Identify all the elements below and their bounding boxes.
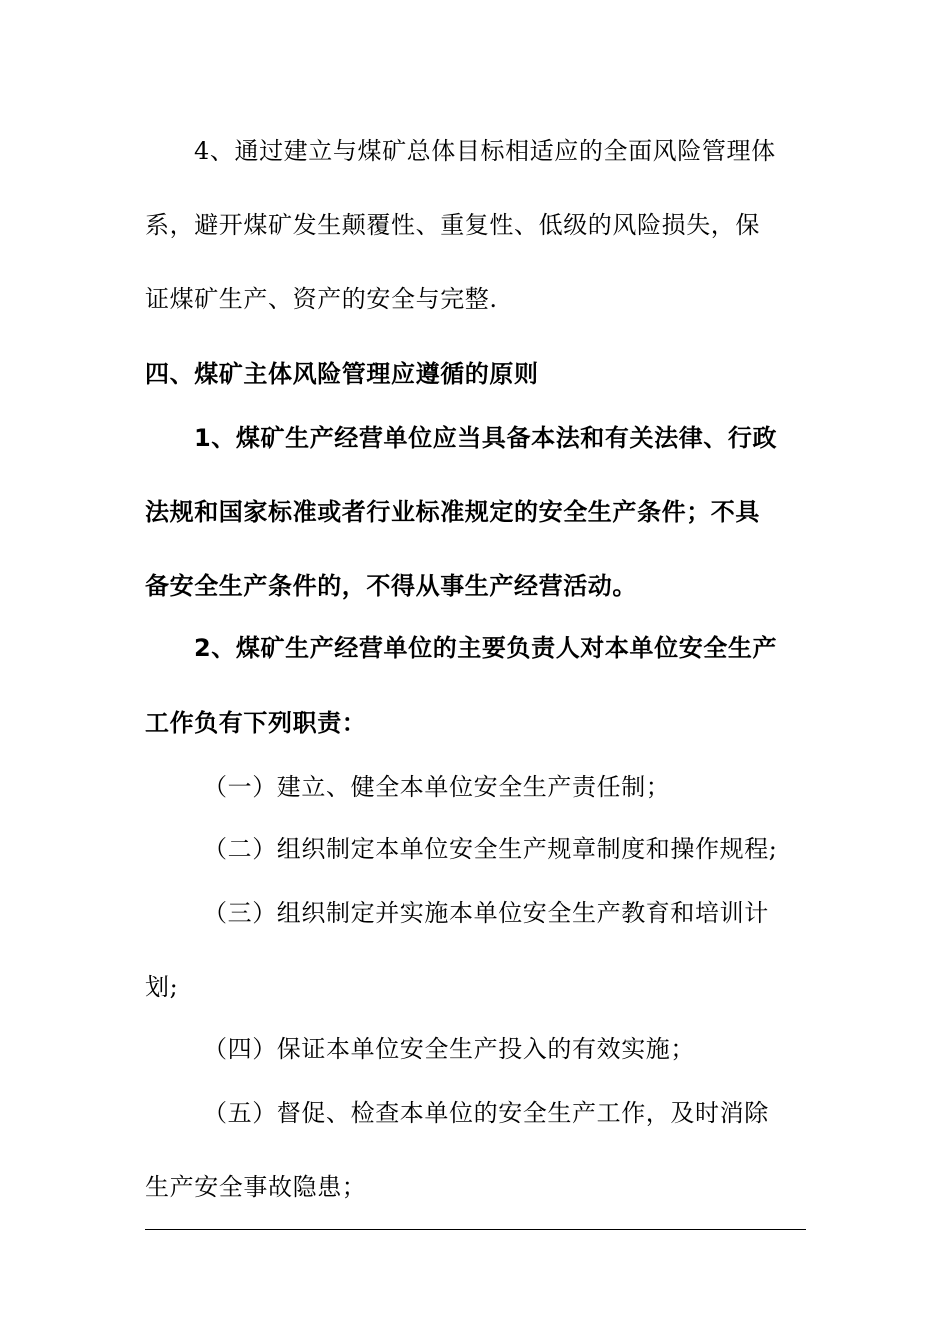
footer-divider [145,1229,806,1230]
duty-2: （二）组织制定本单位安全生产规章制度和操作规程; [203,835,778,863]
duty-3-line-2: 划; [145,973,179,1001]
paragraph-4-line-2: 系，避开煤矿发生颠覆性、重复性、低级的风险损失，保 [145,211,760,239]
principle-1-line-1: 1、煤矿生产经营单位应当具备本法和有关法律、行政 [194,424,778,452]
duty-3-line-1: （三）组织制定并实施本单位安全生产教育和培训计 [203,899,769,927]
principle-1-line-3: 备安全生产条件的，不得从事生产经营活动。 [145,572,637,600]
principle-2-line-1: 2、煤矿生产经营单位的主要负责人对本单位安全生产 [194,634,778,662]
duty-4: （四）保证本单位安全生产投入的有效实施； [203,1035,695,1063]
paragraph-4-line-3: 证煤矿生产、资产的安全与完整. [145,285,498,313]
paragraph-4-line-1: 4、通过建立与煤矿总体目标相适应的全面风险管理体 [194,137,776,165]
section-heading: 四、煤矿主体风险管理应遵循的原则 [145,360,539,388]
duty-5-line-2: 生产安全事故隐患； [145,1173,367,1201]
duty-5-line-1: （五）督促、检查本单位的安全生产工作，及时消除 [203,1099,769,1127]
principle-2-line-2: 工作负有下列职责： [145,709,367,737]
principle-1-line-2: 法规和国家标准或者行业标准规定的安全生产条件；不具 [145,498,760,526]
duty-1: （一）建立、健全本单位安全生产责任制； [203,773,671,801]
